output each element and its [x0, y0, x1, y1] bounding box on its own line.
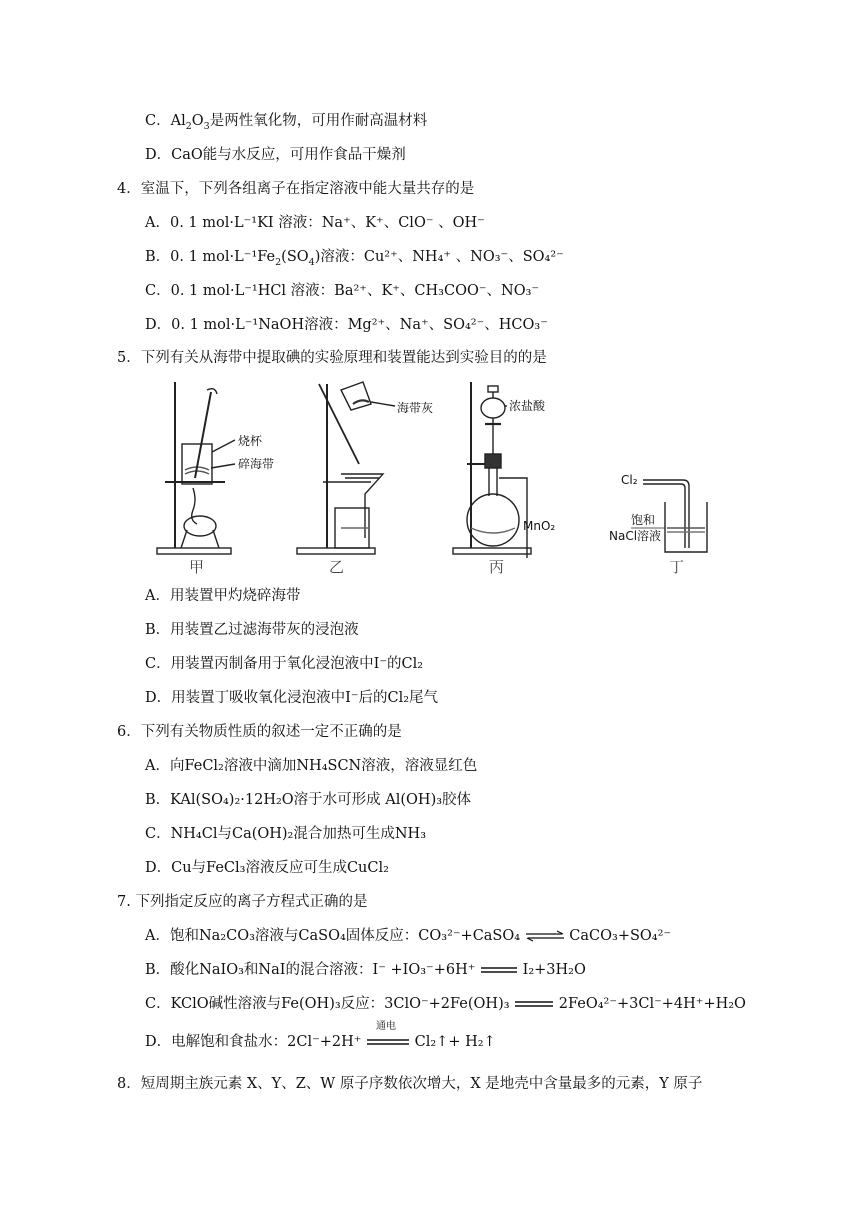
q4-option-b: B．0. 1 $mol\cdot L^{-1}Fe_2(SO_4)$溶液：Cu²⁺、NH₄⁺ 、NO₃⁻、SO₄²⁻ [145, 249, 564, 268]
q4-option-a: A．0. 1 mol·L⁻¹KI 溶液：Na⁺、K⁺、ClO⁻ 、OH⁻ [145, 215, 485, 231]
q3-option-d: D．CaO能与水反应，可用作食品干燥剂 [145, 147, 406, 163]
label-mno2: MnO₂ [523, 519, 556, 533]
q5-option-a: A．用装置甲灼烧碎海带 [145, 588, 301, 604]
q6-option-c: C．NH₄Cl与Ca(OH)₂混合加热可生成NH₃ [145, 826, 427, 842]
label-suihaidai: 碎海带 [238, 457, 275, 471]
apparatus-figure [145, 378, 735, 576]
condition-arrow [366, 1021, 410, 1048]
q7-option-c: C．KClO碱性溶液与Fe(OH)₃反应：3ClO⁻+2Fe(OH)₃ 2FeO₄²⁻+3Cl⁻+4H⁺+H₂O [145, 996, 746, 1012]
q7-option-d: D．电解饱和食盐水：2Cl⁻+2H⁺ 通电 Cl₂↑+ H₂↑ [145, 1021, 496, 1050]
q6-option-b: B．KAl(SO₄)₂·12H₂O溶于水可形成 Al(OH)₃胶体 [145, 792, 472, 808]
condition-label: 通电 [376, 1021, 397, 1032]
q7-option-b: B．酸化NaIO₃和NaI的混合溶液：I⁻ +IO₃⁻+6H⁺ I₂+3H₂O [145, 962, 586, 978]
q4-option-c: C．0. 1 mol·L⁻¹HCl 溶液：Ba²⁺、K⁺、CH₃COO⁻、NO₃⁻ [145, 283, 540, 299]
label-haidaihui: 海带灰 [397, 401, 434, 415]
equilibrium-arrow-icon [525, 930, 565, 942]
q5-option-c: C．用装置丙制备用于氧化浸泡液中I⁻的Cl₂ [145, 656, 424, 672]
label-jia: 甲 [189, 558, 205, 576]
q7-option-a: A．饱和Na₂CO₃溶液与CaSO₄固体反应：CO₃²⁻+CaSO₄ CaCO₃+SO₄²⁻ [145, 928, 672, 944]
q4-stem: 4．室温下，下列各组离子在指定溶液中能大量共存的是 [117, 181, 475, 197]
label-nacl: NaCl溶液 [609, 529, 662, 543]
equals-sign-icon [366, 1037, 410, 1047]
label-baohe: 饱和 [631, 513, 656, 527]
q8-stem: 8．短周期主族元素 X、Y、Z、W 原子序数依次增大，X 是地壳中含量最多的元素，Y 原子 [117, 1076, 703, 1092]
apparatus-yi [297, 382, 395, 554]
q4-option-d: D．0. 1 mol·L⁻¹NaOH溶液：Mg²⁺、Na⁺、SO₄²⁻、HCO₃⁻ [145, 317, 548, 333]
label-yi: 乙 [329, 558, 345, 576]
q6-option-a: A．向FeCl₂溶液中滴加NH₄SCN溶液，溶液显红色 [145, 758, 478, 774]
q7-stem: 7. 下列指定反应的离子方程式正确的是 [117, 894, 368, 910]
equals-sign-icon [514, 999, 554, 1009]
q5-option-b: B．用装置乙过滤海带灰的浸泡液 [145, 622, 359, 638]
q5-option-d: D．用装置丁吸收氧化浸泡液中I⁻后的Cl₂尾气 [145, 690, 439, 706]
q6-stem: 6．下列有关物质性质的叙述一定不正确的是 [117, 724, 402, 740]
label-shaobei: 烧杯 [238, 434, 263, 448]
q5-stem: 5．下列有关从海带中提取碘的实验原理和装置能达到实验目的的是 [117, 350, 547, 366]
label-nongyansuan: 浓盐酸 [509, 399, 546, 413]
label-cl2: Cl₂ [621, 473, 638, 487]
equals-sign-icon [480, 965, 518, 975]
label-ding: 丁 [669, 558, 685, 576]
label-bing: 丙 [489, 558, 505, 576]
apparatus-jia [157, 382, 235, 554]
q3-option-c: C．$Al_2O_3$是两性氧化物，可用作耐高温材料 [145, 113, 428, 132]
q6-option-d: D．Cu与FeCl₃溶液反应可生成CuCl₂ [145, 860, 389, 876]
